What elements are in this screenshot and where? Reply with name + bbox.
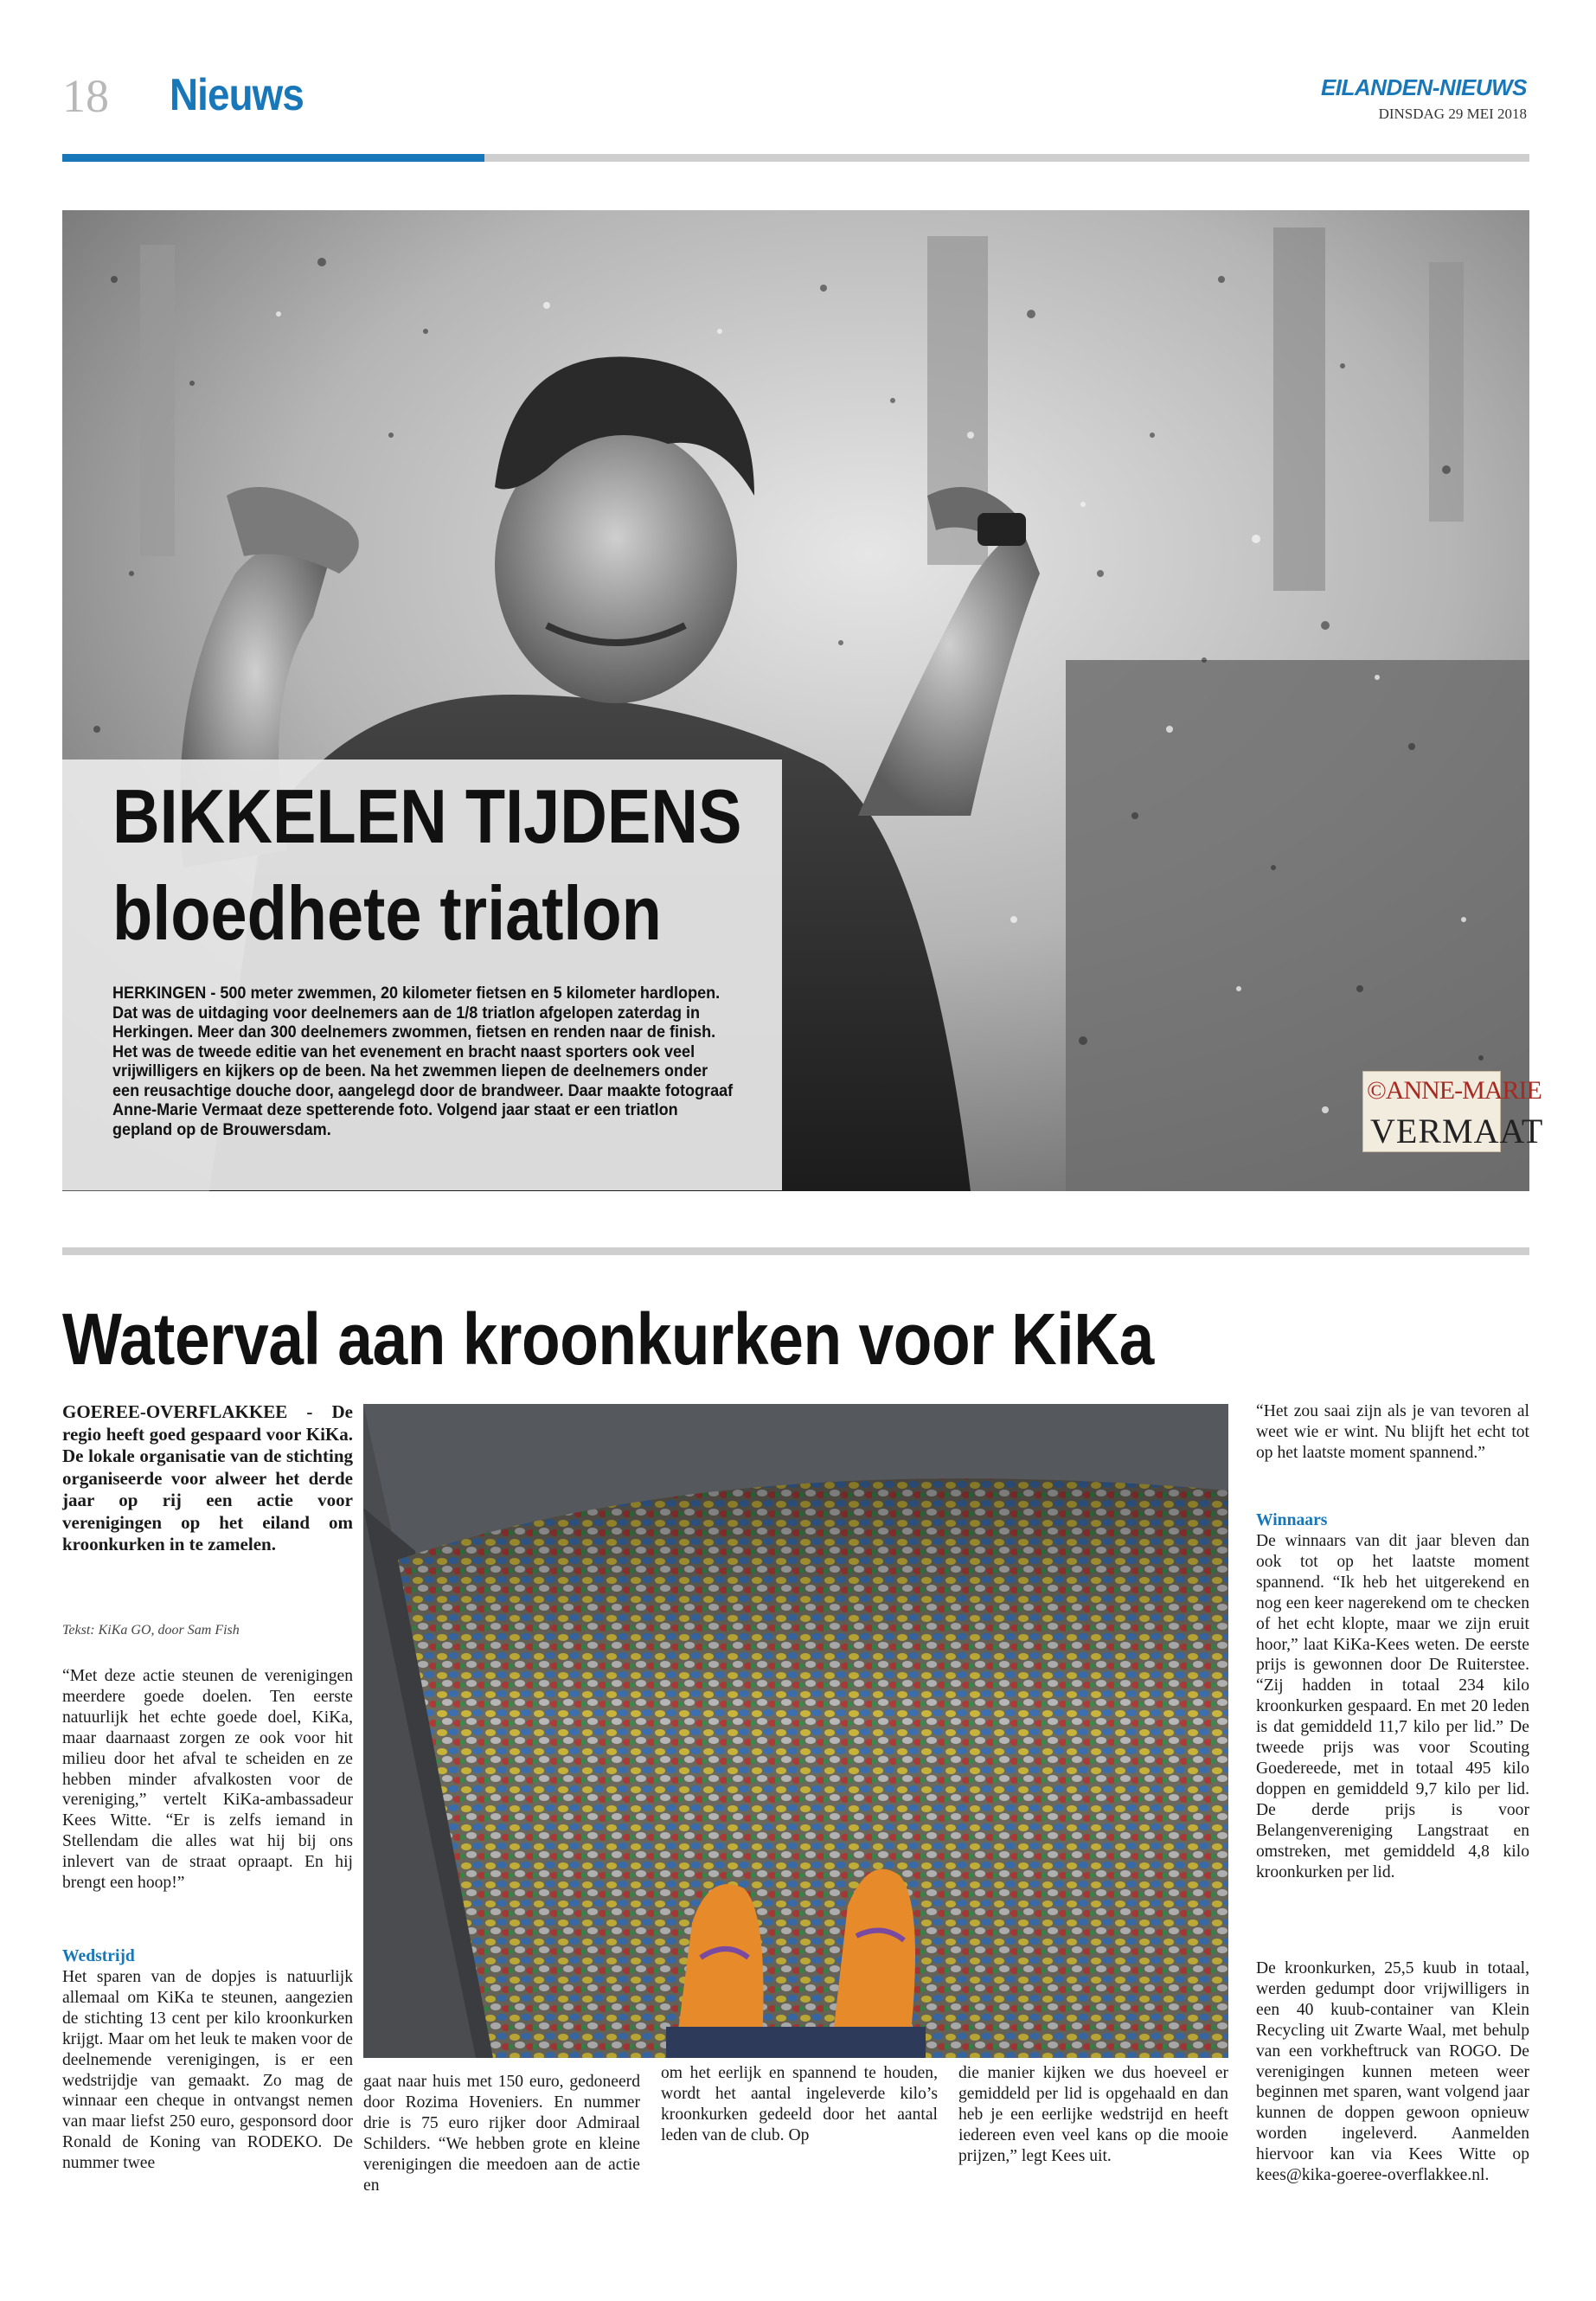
article-body-2: Het sparen van de dopjes is natuurlijk allemaal om KiKa te steunen, aangezien de stichting 13 cent per kilo kroonkurken krijgt. Maar om het leuk te maken voor de deelnemende verenigingen, is er een wedstrijdje van gemaakt. Zo mag de winnaar een cheque in ontvangst nemen van maar liefst 250 euro, gesponsord door Ronald de Koning van RODEKO. De nummer twee (62, 1968, 353, 2173)
issue-date: DINSDAG 29 MEI 2018 (1378, 106, 1527, 122)
article-body-1: “Met deze actie steunen de verenigingen meerdere goede doelen. Ten eerste natuurlijk het echte goede doel, KiKa, maar daarnaast zorgen ze ook voor hit milieu door het afval te scheiden en ze hebben minder afvalkosten voor de vereniging,” vertelt KiKa-ambassadeur Kees Witte. “Er is zelfs iemand in Stellendam die alles wat hij bij ons inlevert van de straat opraapt. En hij brengt een hoop!” (62, 1667, 353, 1893)
article-body-5: die manier kijken we dus hoeveel er gemiddeld per lid is opgehaald en dan heb je een eerlijke wedstrijd en heeft iedereen even veel kans op die mooie prijzen,” legt Kees uit. (958, 2064, 1228, 2165)
photo-headline-line1: BIKKELEN TIJDENS (112, 773, 742, 859)
article-body-6: “Het zou saai zijn als je van tevoren al weet wie er wint. Nu blijft het echt tot op het laatste moment spannend.” (1256, 1402, 1529, 1462)
article-subhead-winnaars: Winnaars (1256, 1511, 1328, 1529)
article-lead: GOEREE-OVERFLAKKEE - De regio heeft goed gespaard voor KiKa. De lokale organisatie van de stichting organiseerde voor alweer het derde jaar op rij een actie voor verenigingen op het eiland om kroonkurken in te zamelen. (62, 1401, 353, 1554)
photo-headline-line2: bloedhete triatlon (112, 870, 662, 956)
article-body-8: De kroonkurken, 25,5 kuub in totaal, werden gedumpt door vrijwilligers in een 40 kuub-container van Klein Recycling uit Zwarte Waal, met behulp van een vorkheftruck van ROGO. De verenigingen kunnen meteen weer beginnen met sparen, want volgend jaar kunnen de doppen gewoon opnieuw worden ingeleverd. Aanmelden hiervoor kan via Kees Witte op kees@kika-goeree-overflakkee.nl. (1256, 1959, 1529, 2185)
page-number: 18 (62, 70, 109, 122)
header-rule-accent (62, 154, 484, 162)
section-title: Nieuws (170, 70, 304, 120)
photo-credit-line1: ©ANNE-MARIE (1367, 1076, 1542, 1105)
article-byline: Tekst: KiKa GO, door Sam Fish (62, 1623, 240, 1638)
article-body-7: De winnaars van dit jaar bleven dan ook tot op het laatste moment spannend. “Ik heb het uitgerekend en nog een keer nagerekend om te checken of het echt klopte, maar we zijn eruit hoor,” laat KiKa-Kees weten. De eerste prijs is gewonnen door De Ruitersteе. “Zij hadden in totaal 234 kilo kroonkurken gespaard. En met 20 leden is dat gemiddeld 11,7 kilo per lid.” De tweede prijs was voor Scouting Goedereede, met in totaal 495 kilo doppen en gemiddeld 9,7 kilo per lid. De derde prijs is voor Belangenvereniging Langstraat en omstreken, met gemiddeld 4,8 kilo kroonkurken per lid. (1256, 1532, 1529, 1881)
bottle-caps-photo (363, 1404, 1228, 2058)
article-subhead-wedstrijd: Wedstrijd (62, 1947, 135, 1965)
photo-credit-line2: VERMAAT (1370, 1112, 1544, 1150)
bottle-caps-photo-graphic (363, 1404, 1228, 2058)
photo-caption: HERKINGEN - 500 meter zwemmen, 20 kilometer fietsen en 5 kilometer hardlopen. Dat was de uitdaging voor deelnemers aan de 1/8 triatlon afgelopen zaterdag in Herkingen. Meer dan 300 deelnemers zwommen, fietsen en renden naar de finish. Het was de tweede editie van het evenement en bracht naast sporters ook veel vrijwilligers en kijkers op de been. Na het zwemmen liepen de deelnemers onder een reusachtige douche door, aangelegd door de brandweer. Daar maakte fotograaf Anne-Marie Vermaat deze spetterende foto. Volgend jaar staat er een triatlon gepland op de Brouwersdam. (112, 984, 734, 1139)
article-body-3: gaat naar huis met 150 euro, gedoneerd door Rozima Hoveniers. En nummer drie is 75 euro rijker door Admiraal Schilders. “We hebben grote en kleine verenigingen die meedoen aan de actie en (363, 2073, 640, 2195)
article-headline: Waterval aan kroonkurken voor KiKa (62, 1298, 1154, 1380)
section-rule (62, 1247, 1529, 1255)
masthead-logo: EILANDEN-NIEUWS (1320, 74, 1527, 100)
article-body-4: om het eerlijk en spannend te houden, wordt het aantal ingeleverde kilo’s kroonkurken gedeeld door het aantal leden van de club. Op (661, 2064, 938, 2144)
